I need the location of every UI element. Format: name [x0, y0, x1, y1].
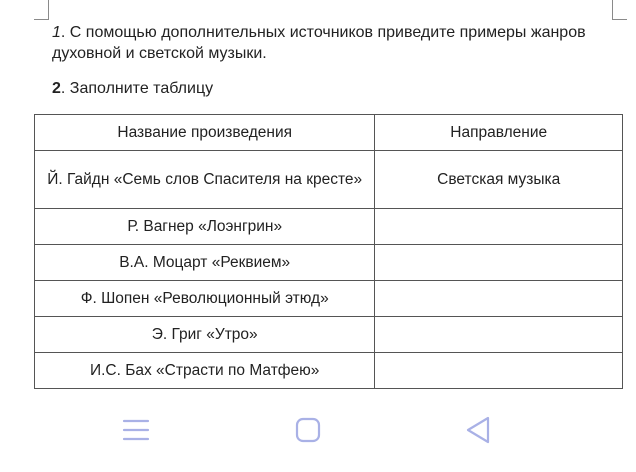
direction-cell[interactable]	[375, 209, 623, 245]
corner-mark-left	[34, 0, 49, 20]
task-2	[52, 78, 213, 99]
menu-icon	[122, 417, 150, 443]
table-row	[35, 151, 623, 209]
back-button[interactable]	[458, 414, 498, 446]
direction-cell[interactable]	[375, 317, 623, 353]
work-cell: Ф. Шопен «Революционный этюд»	[35, 281, 375, 317]
work-cell: Э. Григ «Утро»	[35, 317, 375, 353]
works-table	[34, 114, 623, 389]
table-row	[35, 317, 623, 353]
back-icon	[464, 415, 492, 445]
home-icon	[294, 416, 322, 444]
navigation-bar	[0, 400, 636, 472]
table-row	[35, 209, 623, 245]
task-1	[52, 22, 612, 64]
header-work-title: Название произведения	[35, 115, 375, 151]
direction-cell[interactable]: Светская музыка	[375, 151, 623, 209]
task-number: 2	[52, 80, 61, 97]
task-text: . Заполните таблицу	[60, 80, 214, 97]
task-text: . С помощью дополнительных источников приведите примеры жанров духовной и светской музыки.	[52, 24, 586, 62]
work-cell: В.А. Моцарт «Реквием»	[35, 245, 375, 281]
table-header-row	[35, 115, 623, 151]
direction-cell[interactable]	[375, 245, 623, 281]
home-button[interactable]	[288, 414, 328, 446]
table-row	[35, 281, 623, 317]
direction-cell[interactable]	[375, 281, 623, 317]
table-row	[35, 353, 623, 389]
direction-cell[interactable]	[375, 353, 623, 389]
work-cell: Й. Гайдн «Семь слов Спасителя на кресте»	[35, 151, 375, 209]
table-row	[35, 245, 623, 281]
task-number: 1	[52, 24, 61, 41]
header-direction: Направление	[375, 115, 623, 151]
work-cell: Р. Вагнер «Лоэнгрин»	[35, 209, 375, 245]
recent-apps-button[interactable]	[116, 414, 156, 446]
work-cell: И.С. Бах «Страсти по Матфею»	[35, 353, 375, 389]
corner-mark-right	[612, 0, 627, 20]
